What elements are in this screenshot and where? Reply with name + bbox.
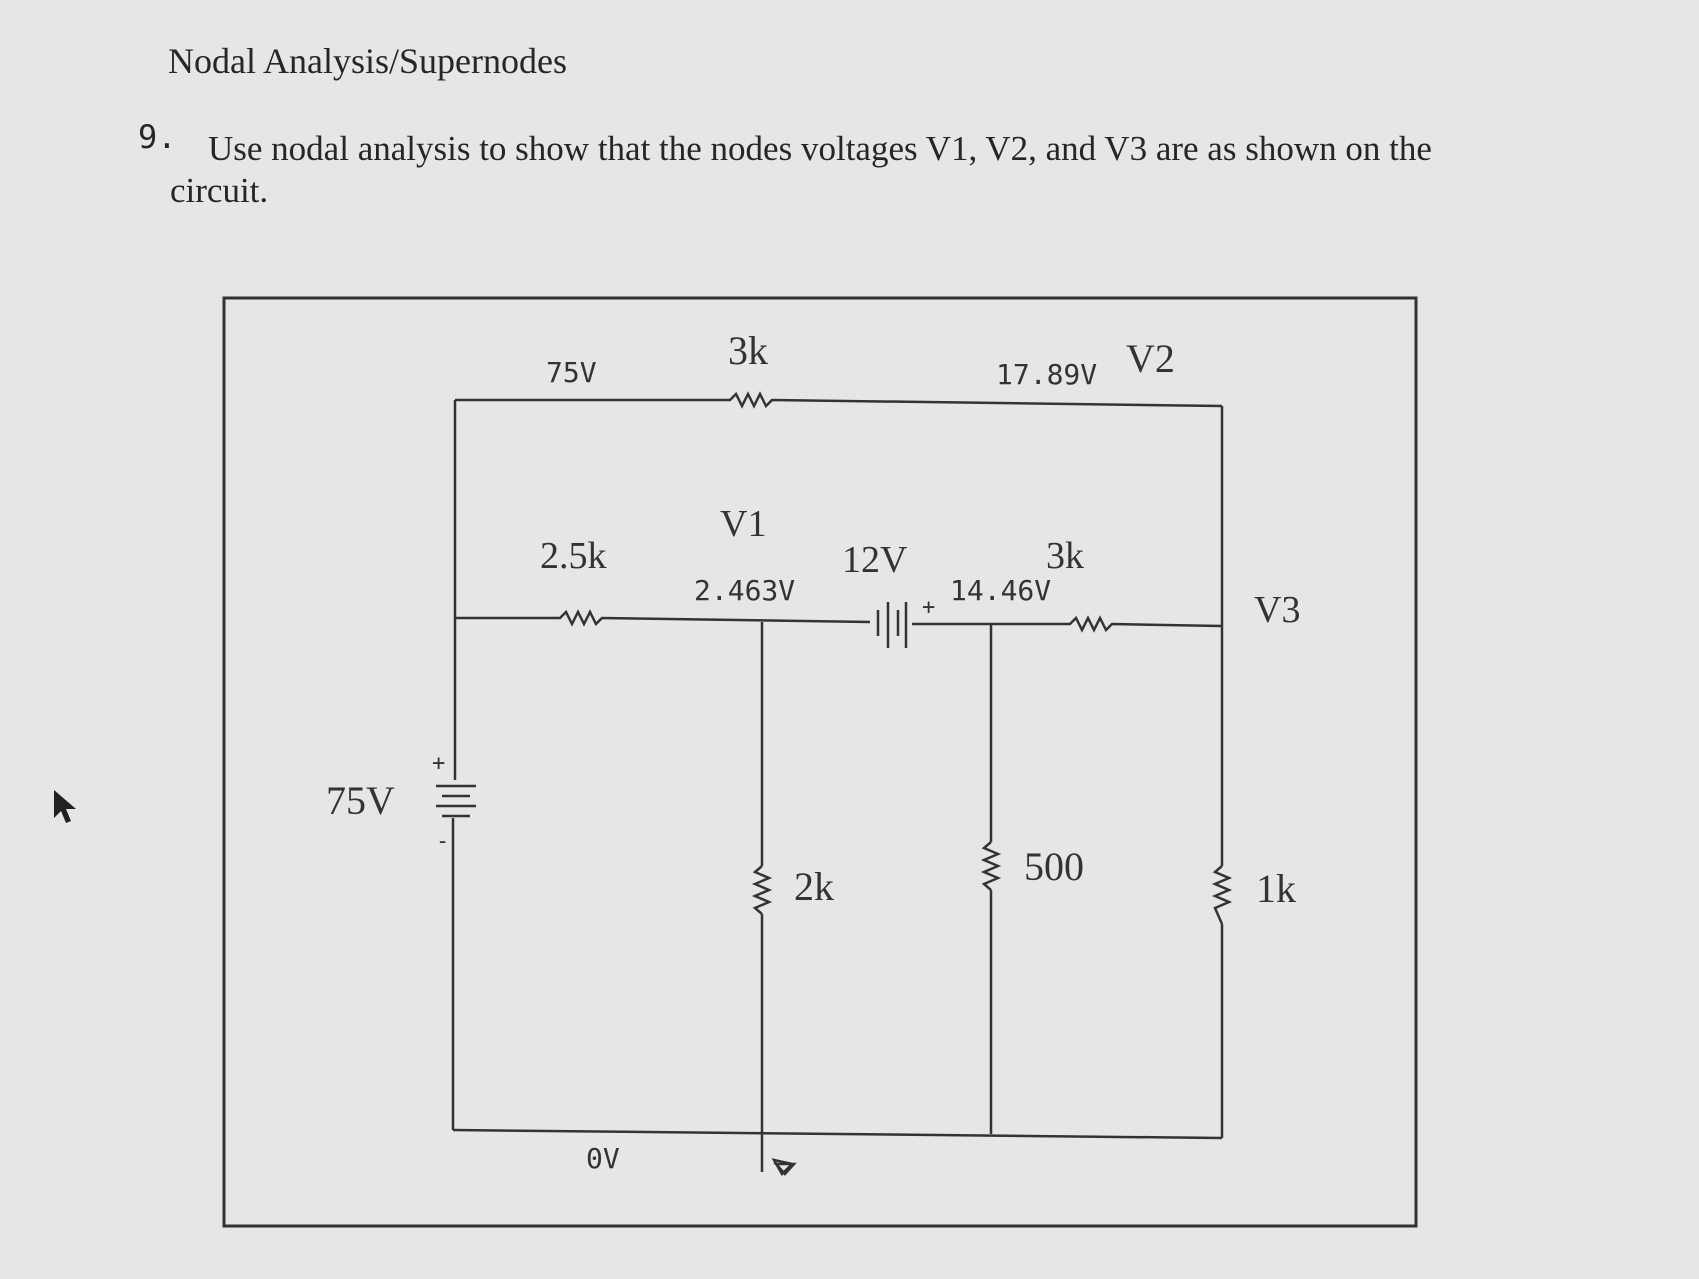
label-plus-75v: + <box>432 751 446 776</box>
page-title: Nodal Analysis/Supernodes <box>168 41 567 81</box>
resistor-1k-zigzag <box>1215 866 1229 924</box>
wire-middle-right <box>912 618 1222 630</box>
resistor-2k-zigzag <box>755 866 769 914</box>
label-plus-12v: + <box>922 595 936 620</box>
label-v1-voltage: 2.463V <box>694 574 796 607</box>
label-v3-name: V3 <box>1254 589 1301 631</box>
label-75v-source: 75V <box>326 778 395 823</box>
battery-75v-symbol <box>436 786 476 816</box>
wire-middle-left <box>455 612 870 624</box>
label-v2-voltage: 17.89V <box>996 358 1098 391</box>
label-right-resistor: 3k <box>1046 535 1084 577</box>
wire-top <box>455 394 1222 406</box>
label-supernode-voltage: 14.46V <box>950 574 1052 607</box>
label-resistor-500: 500 <box>1024 844 1084 889</box>
label-left-resistor: 2.5k <box>540 535 607 577</box>
resistor-500-zigzag <box>984 842 998 890</box>
label-resistor-1k: 1k <box>1256 866 1296 911</box>
diagram-frame <box>224 298 1416 1226</box>
label-top-resistor: 3k <box>728 328 768 373</box>
ground-icon <box>762 1160 794 1174</box>
label-resistor-2k: 2k <box>794 864 834 909</box>
label-12v-source: 12V <box>842 539 908 581</box>
question-text: Use nodal analysis to show that the nodes voltages V1, V2, and V3 are as shown on the circuit. <box>170 129 1432 210</box>
label-v2-name: V2 <box>1126 336 1175 381</box>
battery-12v-symbol <box>878 602 906 648</box>
label-ground-voltage: 0V <box>586 1142 620 1175</box>
wire-bottom <box>453 1130 1222 1138</box>
label-v1-name: V1 <box>720 503 767 545</box>
label-75v-node: 75V <box>546 356 597 389</box>
label-minus-75v: - <box>436 829 450 854</box>
question-number: 9. <box>138 118 177 156</box>
